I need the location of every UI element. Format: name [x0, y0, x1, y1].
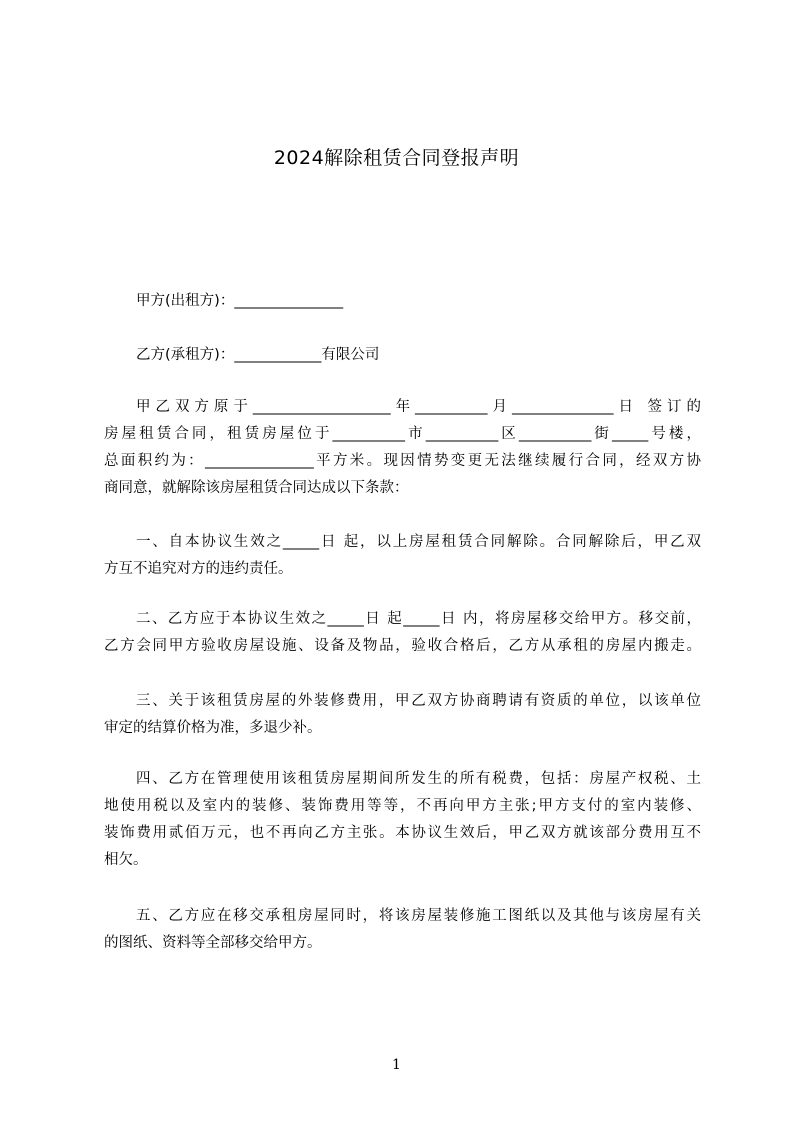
paragraph-line: 装饰费用贰佰万元，也不再向乙方主张。本协议生效后，甲乙双方就该部分费用互不: [104, 825, 701, 841]
paragraph-line: 五、乙方应在移交承租房屋同时，将该房屋装修施工图纸以及其他与该房屋有关: [136, 908, 701, 924]
document-title: 2024解除租赁合同登报声明: [273, 147, 520, 169]
paragraph-line: 一、自本协议生效之_____日 起，以上房屋租赁合同解除。合同解除后，甲乙双: [136, 534, 701, 550]
paragraph-line: 三、关于该租赁房屋的外装修费用，甲乙双方协商聘请有资质的单位，以该单位: [136, 693, 701, 709]
paragraph-line: 甲乙双方原于___________________年__________月______________日 签订的: [136, 399, 701, 415]
paragraph-line: 相欠。: [104, 852, 148, 868]
intro-paragraph: [104, 394, 701, 502]
clause-2: [104, 606, 701, 660]
page-number: 1: [392, 1057, 401, 1073]
clause-1: [104, 529, 701, 583]
clause-5: [104, 903, 701, 957]
paragraph-line: 审定的结算价格为准，多退少补。: [104, 720, 322, 736]
paragraph-line: 地使用税以及室内的装修、装饰费用等等，不再向甲方主张;甲方支付的室内装修、: [104, 798, 701, 814]
paragraph-line: 房屋租赁合同，租赁房屋位于__________市__________区__________街_____号楼，: [104, 426, 701, 442]
paragraph-line: 二、乙方应于本协议生效之_____日 起_____日 内，将房屋移交给甲方。移交前，: [136, 611, 701, 627]
party-a-line: 甲方(出租方)：_______________: [136, 293, 344, 309]
paragraph-line: 方互不追究对方的违约责任。: [104, 561, 293, 577]
clause-4: [104, 766, 701, 874]
clause-3: [104, 688, 701, 742]
paragraph-line: 的图纸、资料等全部移交给甲方。: [104, 935, 322, 951]
paragraph-line: 总面积约为：_______________平方米。现因情势变更无法继续履行合同，经双方协: [104, 453, 701, 469]
paragraph-line: 商同意，就解除该房屋租赁合同达成以下条款：: [104, 480, 409, 496]
party-b-line: 乙方(承租方)：____________有限公司: [136, 347, 380, 363]
paragraph-line: 四、乙方在管理使用该租赁房屋期间所发生的所有税费，包括：房屋产权税、土: [136, 771, 701, 787]
paragraph-line: 乙方会同甲方验收房屋设施、设备及物品，验收合格后，乙方从承租的房屋内搬走。: [104, 638, 701, 654]
